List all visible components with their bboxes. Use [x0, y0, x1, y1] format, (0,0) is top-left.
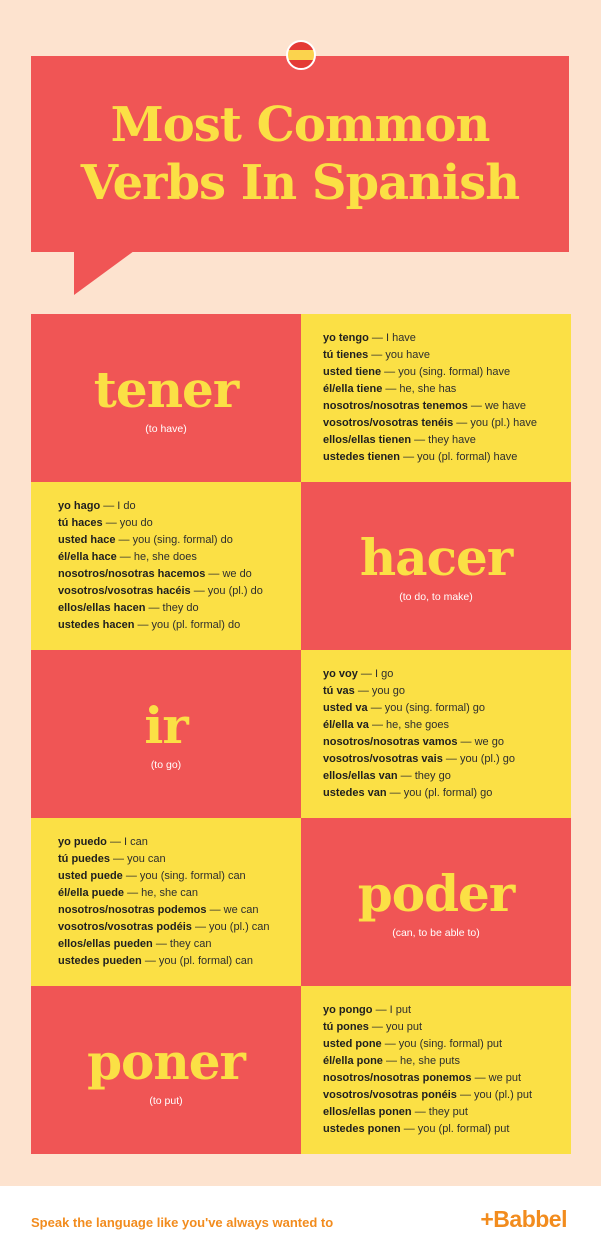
verb-meaning: (to put) — [149, 1095, 183, 1107]
conjugated-form: usted va — [323, 702, 368, 714]
conjugation-line — [58, 834, 301, 851]
conjugated-form: tú haces — [58, 517, 103, 529]
conjugation-line — [323, 398, 571, 415]
conjugated-form: usted tiene — [323, 366, 382, 378]
conjugation-line — [58, 851, 301, 868]
conjugation-translation: — they can — [155, 938, 212, 950]
conjugation-translation: — you go — [357, 685, 405, 697]
conjugation-translation: — you (sing. formal) go — [370, 702, 486, 714]
verb-infinitive: ir — [144, 696, 188, 755]
conjugation-line — [58, 566, 301, 583]
conjugated-form: él/ella puede — [58, 887, 125, 899]
conjugated-form: nosotros/nosotras vamos — [323, 736, 458, 748]
conjugation-translation: — you (sing. formal) have — [384, 366, 511, 378]
conjugation-line — [323, 330, 571, 347]
verb-cell — [31, 986, 301, 1154]
verb-row-poder — [31, 818, 571, 986]
conjugation-translation: — we put — [474, 1072, 522, 1084]
conjugation-line — [323, 364, 571, 381]
conjugated-form: yo puedo — [58, 836, 107, 848]
conjugation-line — [323, 717, 571, 734]
conjugation-line — [58, 936, 301, 953]
conjugated-form: ustedes van — [323, 787, 387, 799]
verb-infinitive: hacer — [359, 528, 513, 587]
verb-cell — [301, 818, 571, 986]
conjugated-form: ellos/ellas pueden — [58, 938, 153, 950]
conjugation-translation: — you (pl.) have — [456, 417, 537, 429]
conjugation-line — [323, 785, 571, 802]
conjugated-form: ellos/ellas van — [323, 770, 398, 782]
conjugation-translation: — they put — [414, 1106, 468, 1118]
page-title-line-2: Verbs In Spanish — [80, 155, 520, 211]
conjugated-form: ellos/ellas hacen — [58, 602, 146, 614]
conjugation-translation: — we have — [470, 400, 526, 412]
conjugated-form: ustedes ponen — [323, 1123, 401, 1135]
conjugation-line — [58, 583, 301, 600]
verb-row-poner — [31, 986, 571, 1154]
verb-meaning: (to have) — [145, 423, 187, 435]
conjugation-translation: — they do — [148, 602, 199, 614]
conjugation-line — [58, 498, 301, 515]
conjugated-form: tú pones — [323, 1021, 369, 1033]
conjugated-form: él/ella tiene — [323, 383, 383, 395]
conjugation-line — [58, 549, 301, 566]
verb-grid — [31, 314, 571, 1154]
conjugation-line — [58, 885, 301, 902]
conjugation-translation: — you can — [113, 853, 166, 865]
conjugation-line — [323, 432, 571, 449]
conjugation-translation: — you (sing. formal) do — [118, 534, 233, 546]
conjugation-translation: — you (pl. formal) have — [403, 451, 518, 463]
conjugated-form: vosotros/vosotras vais — [323, 753, 443, 765]
conjugation-line — [58, 515, 301, 532]
conjugation-line — [323, 1070, 571, 1087]
conjugated-form: usted hace — [58, 534, 116, 546]
conjugation-line — [58, 600, 301, 617]
conjugation-line — [323, 1053, 571, 1070]
conjugated-form: tú tienes — [323, 349, 369, 361]
conjugated-form: nosotros/nosotras podemos — [58, 904, 207, 916]
page-title — [81, 96, 519, 212]
conjugation-translation: — he, she puts — [385, 1055, 460, 1067]
conjugation-translation: — I can — [109, 836, 148, 848]
conjugation-line — [323, 768, 571, 785]
conjugation-translation: — he, she goes — [371, 719, 449, 731]
conjugation-translation: — we can — [209, 904, 259, 916]
conjugation-line — [323, 1002, 571, 1019]
verb-row-hacer — [31, 482, 571, 650]
conjugation-line — [323, 1121, 571, 1138]
conjugation-line — [58, 919, 301, 936]
conjugation-line — [323, 683, 571, 700]
verb-meaning: (to go) — [150, 759, 182, 771]
conjugation-line — [323, 347, 571, 364]
verb-infinitive: poder — [357, 864, 515, 923]
conjugated-form: él/ella hace — [58, 551, 117, 563]
conjugation-list — [31, 818, 301, 986]
conjugation-translation: — he, she can — [127, 887, 199, 899]
conjugation-line — [323, 1019, 571, 1036]
conjugated-form: ustedes hacen — [58, 619, 135, 631]
conjugated-form: él/ella va — [323, 719, 369, 731]
speech-bubble-tail — [74, 251, 134, 295]
conjugation-list — [301, 986, 571, 1154]
conjugation-list — [301, 314, 571, 482]
conjugated-form: ellos/ellas ponen — [323, 1106, 412, 1118]
conjugation-translation: — they have — [414, 434, 476, 446]
conjugation-translation: — I do — [103, 500, 136, 512]
conjugated-form: vosotros/vosotras podéis — [58, 921, 192, 933]
title-banner — [31, 56, 569, 252]
conjugation-list — [31, 482, 301, 650]
conjugation-translation: — we do — [208, 568, 252, 580]
conjugated-form: tú vas — [323, 685, 355, 697]
conjugation-line — [323, 1087, 571, 1104]
conjugation-line — [58, 532, 301, 549]
conjugation-line — [58, 617, 301, 634]
conjugated-form: tú puedes — [58, 853, 110, 865]
conjugated-form: nosotros/nosotras ponemos — [323, 1072, 472, 1084]
conjugation-translation: — you (pl. formal) go — [389, 787, 493, 799]
conjugation-translation: — you do — [105, 517, 153, 529]
conjugated-form: vosotros/vosotras ponéis — [323, 1089, 457, 1101]
conjugation-line — [323, 381, 571, 398]
conjugation-translation: — we go — [460, 736, 504, 748]
conjugated-form: ustedes tienen — [323, 451, 401, 463]
verb-row-tener — [31, 314, 571, 482]
verb-meaning: (can, to be able to) — [392, 927, 480, 939]
verb-infinitive: tener — [93, 360, 239, 419]
spain-flag-icon — [286, 40, 316, 70]
footer — [0, 1186, 601, 1254]
conjugation-line — [58, 868, 301, 885]
babbel-logo[interactable]: +Babbel — [480, 1206, 567, 1232]
conjugated-form: nosotros/nosotras hacemos — [58, 568, 206, 580]
conjugated-form: yo tengo — [323, 332, 369, 344]
conjugated-form: ellos/ellas tienen — [323, 434, 412, 446]
conjugation-translation: — you (pl.) go — [445, 753, 515, 765]
conjugated-form: yo pongo — [323, 1004, 373, 1016]
conjugation-translation: — he, she does — [119, 551, 197, 563]
conjugation-line — [323, 734, 571, 751]
conjugation-translation: — I have — [371, 332, 416, 344]
verb-cell — [301, 482, 571, 650]
verb-meaning: (to do, to make) — [399, 591, 473, 603]
conjugation-line — [58, 953, 301, 970]
page-title-line-1: Most Common — [110, 97, 490, 153]
conjugation-line — [323, 666, 571, 683]
conjugated-form: nosotros/nosotras tenemos — [323, 400, 468, 412]
conjugation-translation: — you (sing. formal) can — [125, 870, 246, 882]
conjugated-form: él/ella pone — [323, 1055, 383, 1067]
conjugated-form: ustedes pueden — [58, 955, 142, 967]
conjugation-line — [323, 751, 571, 768]
conjugation-translation: — he, she has — [385, 383, 457, 395]
conjugation-translation: — you (pl.) do — [193, 585, 263, 597]
conjugation-translation: — they go — [400, 770, 451, 782]
conjugated-form: vosotros/vosotras tenéis — [323, 417, 454, 429]
conjugation-line — [323, 1104, 571, 1121]
conjugated-form: usted pone — [323, 1038, 382, 1050]
verb-cell — [31, 314, 301, 482]
conjugated-form: vosotros/vosotras hacéis — [58, 585, 191, 597]
verb-infinitive: poner — [87, 1032, 245, 1091]
conjugation-line — [323, 415, 571, 432]
verb-cell — [31, 650, 301, 818]
conjugated-form: yo hago — [58, 500, 101, 512]
conjugation-translation: — I put — [375, 1004, 412, 1016]
conjugation-translation: — you put — [371, 1021, 423, 1033]
conjugation-translation: — you (sing. formal) put — [384, 1038, 503, 1050]
conjugation-line — [323, 449, 571, 466]
conjugation-translation: — you have — [371, 349, 430, 361]
footer-tagline: Speak the language like you've always wanted to — [31, 1215, 334, 1230]
conjugation-translation: — you (pl. formal) can — [144, 955, 254, 967]
conjugation-translation: — I go — [360, 668, 394, 680]
conjugation-line — [323, 1036, 571, 1053]
conjugated-form: usted puede — [58, 870, 123, 882]
conjugation-translation: — you (pl. formal) put — [403, 1123, 510, 1135]
conjugation-line — [58, 902, 301, 919]
conjugation-translation: — you (pl. formal) do — [137, 619, 241, 631]
conjugation-translation: — you (pl.) put — [459, 1089, 533, 1101]
conjugated-form: yo voy — [323, 668, 358, 680]
verb-row-ir — [31, 650, 571, 818]
conjugation-list — [301, 650, 571, 818]
conjugation-translation: — you (pl.) can — [194, 921, 270, 933]
conjugation-line — [323, 700, 571, 717]
